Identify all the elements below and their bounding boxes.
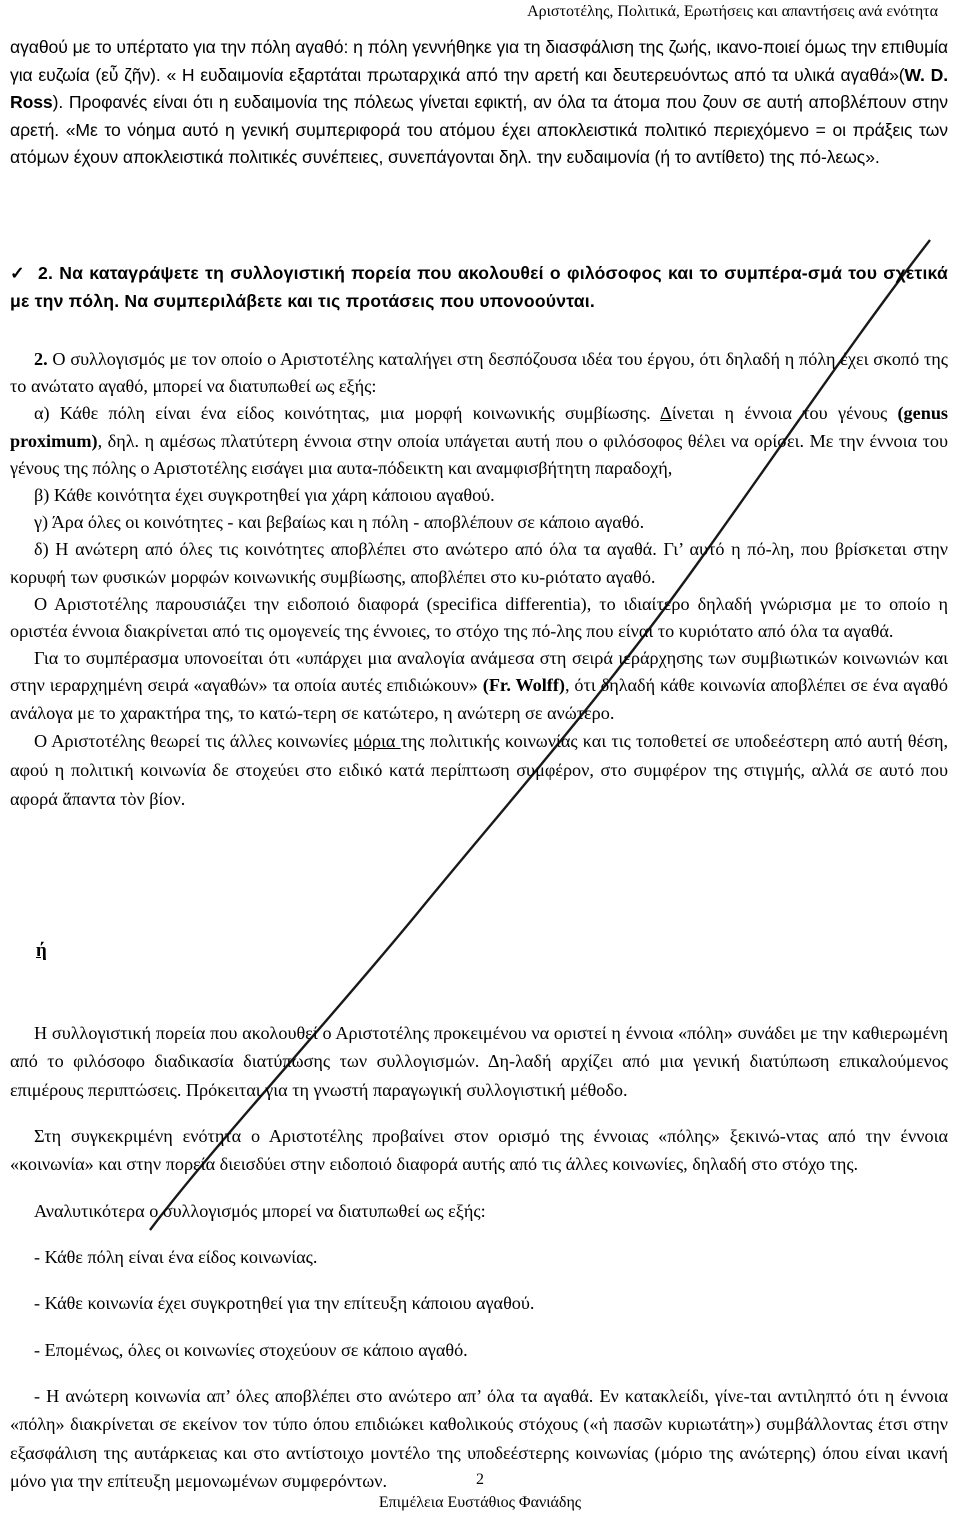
answer-number: 2. — [34, 349, 48, 369]
genus-term: (genus proximum) — [10, 403, 949, 451]
differentia-paragraph: Ο Αριστοτέλης παρουσιάζει την ειδοποιό διαφορά (specifica differentia), το ιδιαίτερο δηλαδή γνώρισμα με το οποίο η οριστέα έννοια διακρίνεται από τις ομογενείς της έννοιες, το στόχο της πό-λης που είναι το κυριότατο από όλα τα αγαθά. — [10, 593, 948, 642]
running-header: Αριστοτέλης, Πολιτικά, Ερωτήσεις και απαντήσεις ανά ενότητα — [527, 3, 938, 20]
intro-text-a: αγαθού με το υπέρτατο για την πόλη αγαθό: η πόλη γεννήθηκε για τη διασφάλιση της ζωής, ικανο-ποιεί όμως την επιθυμία για ευζωία (εὖ ζῆν). « Η ευδαιμονία εξαρτάται πρωταρχικά από την αρετή και δευτερευόντως από τα υλικά αγαθά»( — [10, 37, 948, 85]
page-number: 2 — [476, 1471, 484, 1488]
premise-a-cont: ίνεται η έννοια του γένους — [671, 403, 898, 424]
answer-section — [10, 346, 948, 814]
alt-paragraph-1: Η συλλογιστική πορεία που ακολουθεί ο Αριστοτέλης προκειμένου να οριστεί η έννοια «πόλη» συνάδει με την καθιερωμένη από το φιλόσοφο διαδικασία διατύπωσης των συλλογισμών. Δη-λαδή αρχίζει από μια γενική διατύπωση επικαλούμενος επιμέρους περιπτώσεις. Πρόκειται για τη γνωστή παραγωγική συλλογιστική μέθοδο. — [10, 1023, 948, 1100]
alt-paragraph-2: Στη συγκεκριμένη ενότητα ο Αριστοτέλης προβαίνει στον ορισμό της έννοιας «πόλης» ξεκινώ-ντας από την έννοια «κοινωνία» και στην πορεία διεισδύει στην ειδοποιό διαφορά αυτής από τις άλλες κοινωνίες, δηλαδή στο στόχο της. — [10, 1125, 948, 1175]
premise-d: δ) Η ανώτερη από όλες τις κοινότητες αποβλέπει στο ανώτερο από όλα τα αγαθά. Γι’ αυτό η πό-λη, που βρίσκεται στην κορυφή των φυσικών μορφών κοινωνικής συμβίωσης, αποβλέπει στο κυ-ριότατο αγαθό. — [10, 539, 948, 587]
intro-citation: W. D. Ross — [10, 64, 948, 112]
alternative-answer — [10, 1001, 948, 1513]
answer-intro: Ο συλλογισμός με τον οποίο ο Αριστοτέλης καταλήγει στη δεσπόζουσα ιδέα του έργου, ότι δηλαδή η πόλη έχει σκοπό της το ανώτατο αγαθό, μπορεί να διατυπωθεί ως εξής: — [10, 349, 948, 397]
question-2 — [10, 260, 948, 315]
premise-c: γ) Άρα όλες οι κοινότητες - και βεβαίως και η πόλη - αποβλέπουν σε κάποιο αγαθό. — [34, 512, 645, 533]
alt-list-item-1: - Κάθε πόλη είναι ένα είδος κοινωνίας. — [34, 1246, 318, 1267]
intro-paragraph — [10, 34, 948, 172]
alt-list-item-3: - Επομένως, όλες οι κοινωνίες στοχεύουν σε κάποιο αγαθό. — [34, 1339, 468, 1360]
question-text: 2. Να καταγράψετε τη συλλογιστική πορεία που ακολουθεί ο φιλόσοφος και το συμπέρα-σμά του σχετικά με την πόλη. Να συμπεριλάβετε και τις προτάσεις που υπονοούνται. — [10, 263, 948, 311]
premise-a-underlined: Δ — [660, 403, 672, 424]
wolff-citation: (Fr. Wolff) — [482, 675, 565, 696]
footer-editor: Επιμέλεια Ευστάθιος Φανιάδης — [378, 1494, 582, 1511]
conclusion-end: , ότι δηλαδή κάθε κοινωνία αποβλέπει σε ένα αγαθό ανάλογα με το χαρακτήρα της, το κατώ-τερη σε κατώτερο, η ανώτερη σε ανώτερο. — [10, 675, 948, 723]
alt-paragraph-3: Αναλυτικότερα ο συλλογισμός μπορεί να διατυπωθεί ως εξής: — [34, 1200, 486, 1221]
alt-list-item-2: - Κάθε κοινωνία έχει συγκροτηθεί για την επίτευξη κάποιου αγαθού. — [34, 1293, 535, 1314]
intro-text-c: ). Προφανές είναι ότι η ευδαιμονία της πόλεως γίνεται εφικτή, αν όλα τα άτομα που ζουν σε αυτή αποβλέπουν στην αρετή. «Με το νόημα αυτό η γενική συμπεριφορά του ατόμου έχει αποκλειστικά πολιτικό περιεχόμενο = οι πράξεις των ατόμων έχουν αποκλειστικά πολιτικές συνέπειες, συνεπάγονται δηλ. την ευδαιμονία (ή το αντίθετο) της πό-λεως». — [10, 92, 948, 167]
premise-b: β) Κάθε κοινότητα έχει συγκροτηθεί για χάρη κάποιου αγαθού. — [34, 485, 495, 506]
conclusion-text: Για το συμπέρασμα υπονοείται ότι «υπάρχει μια αναλογία ανάμεσα στη σειρά ιεράρχησης των συμβιωτικών κοινωνιών και στην ιεραρχημένη σειρά «αγαθών» τα οποία αυτές επιδιώκουν» — [10, 648, 948, 696]
alt-list-item-4: - Η ανώτερη κοινωνία απ’ όλες αποβλέπει στο ανώτερο απ’ όλα τα αγαθά. Εν κατακλείδι, γίνε-ται αντιληπτό ότι η έννοια «πόλη» διακρίνεται σε εκείνον τον τύπο όπου επιδιώκει καθολικούς στόχους («ἡ πασῶν κυριωτάτη») συμβάλλοντας έτσι στην εξασφάλιση της αυτάρκειας και στο αντίστοιχο μοντέλο της υποδεέστερης κοινωνίας (μόριο της ανώτερης) όπου είναι ικανή μόνο για την επίτευξη μεμονωμένων συμφερόντων. — [10, 1386, 948, 1491]
parts-end: της πολιτικής κοινωνίας και τις τοποθετεί σε υποδεέστερη από αυτή θέση, αφού η πολιτική κοινωνία δε στοχεύει στο ειδικό κατά περίπτωση συμφέρον, στο συμφέρον της στιγμής, αλλά σε αυτό που αφορά ἅπαντα τὸν βίον. — [10, 730, 949, 809]
premise-a: α) Κάθε πόλη είναι ένα είδος κοινότητας, μια μορφή κοινωνικής συμβίωσης. — [34, 403, 661, 424]
premise-a-end: , δηλ. η αμέσως πλατύτερη έννοια στην οποία υπάγεται αυτή που ο φιλόσοφος θέλει να ορίσει. Με την έννοια του γένους της πόλης ο Αριστοτέλης εισάγει μια αυτα-πόδεικτη και αναμφισβήτητη παραδοχή, — [10, 430, 948, 478]
moria-term: μόρια — [353, 730, 401, 751]
alternative-marker: ή — [36, 940, 47, 961]
check-icon: ✓ — [10, 263, 25, 283]
parts-text: Ο Αριστοτέλης θεωρεί τις άλλες κοινωνίες — [34, 730, 354, 751]
